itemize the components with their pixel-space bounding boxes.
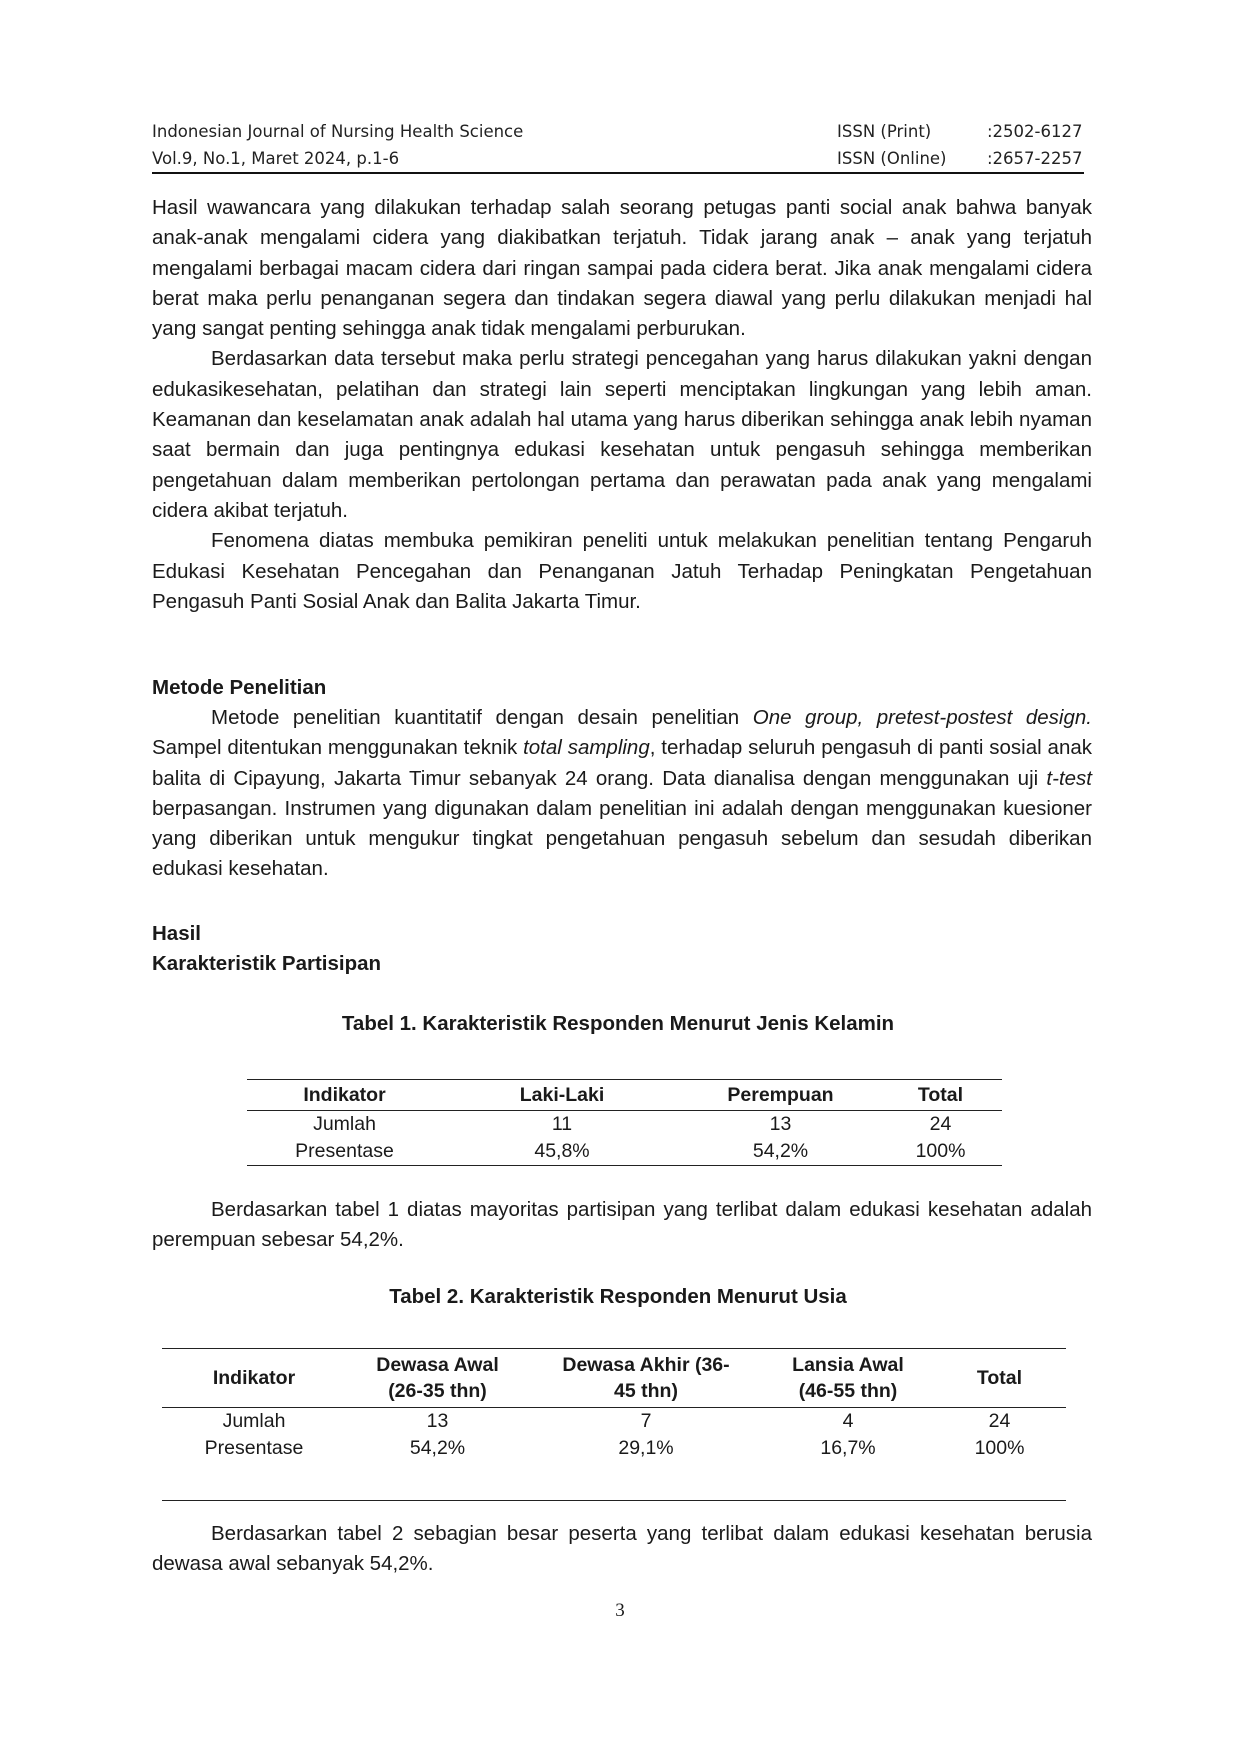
table2-header-cell (162, 1349, 346, 1408)
methods-text-2: Sampel ditentukan menggunakan teknik (152, 736, 524, 760)
table2-cell: 7 (640, 1410, 652, 1432)
methods-sampling-italic: total sampling (523, 736, 650, 760)
table2-header-line: Total (976, 1367, 1023, 1389)
intro-paragraph-2: Berdasarkan data tersebut maka perlu strategi pencegahan yang harus dilakukan yakni dengan edukasikesehatan, pelatihan dan strategi lain seperti menciptakan lingkungan yang lebih aman. Keamanan dan keselamatan anak adalah hal utama yang harus diberikan sehingga anak lebih nyaman saat bermain dan juga pentingnya edukasi kesehatan untuk pengasuh sehingga memberikan pengetahuan dalam memberikan pertolongan pertama dan perawatan pada anak yang mengalami cidera akibat terjatuh. (152, 347, 1092, 522)
table-row (247, 1111, 1002, 1139)
table2-header-line: Dewasa Akhir (36- (562, 1354, 730, 1376)
results-subheading: Karakteristik Partisipan (152, 952, 382, 975)
table2-header-cell (763, 1349, 933, 1408)
table2-header-line: 45 thn) (614, 1380, 678, 1402)
table2-cell: Presentase (204, 1437, 304, 1459)
table2-discussion (152, 1519, 1092, 1580)
table1-cell: 13 (769, 1113, 792, 1135)
table-row (162, 1435, 1066, 1462)
table1-note: Berdasarkan tabel 1 diatas mayoritas partisipan yang terlibat dalam edukasi kesehatan adalah perempuan sebesar 54,2%. (152, 1198, 1092, 1252)
table2-cell: 24 (988, 1410, 1011, 1432)
table2-note: Berdasarkan tabel 2 sebagian besar peserta yang terlibat dalam edukasi kesehatan berusia dewasa awal sebanyak 54,2%. (152, 1522, 1092, 1576)
methods-section (152, 673, 1092, 885)
table-row (247, 1138, 1002, 1166)
table1-discussion (152, 1195, 1092, 1256)
table2-cell: 54,2% (409, 1437, 466, 1459)
table2-header-cell (529, 1349, 763, 1408)
methods-design-italic: One group, pretest-postest design. (752, 706, 1092, 729)
intro-section (152, 193, 1092, 617)
issn-print-value: :2502-6127 (987, 122, 1083, 141)
table1-cell: Presentase (247, 1138, 442, 1166)
intro-paragraph-1: Hasil wawancara yang dilakukan terhadap salah seorang petugas panti social anak bahwa banyak anak-anak mengalami cidera yang diakibatkan terjatuh. Tidak jarang anak – anak yang terjatuh mengalami berbagai macam cidera dari ringan sampai pada cidera berat. Jika anak mengalami cidera berat maka perlu penanganan segera dan tindakan segera diawal yang perlu dilakukan menjadi hal yang sangat penting sehingga anak tidak mengalami perburukan. (152, 196, 1092, 341)
table1-header-cell: Total (879, 1080, 1002, 1111)
journal-title: Indonesian Journal of Nursing Health Science (152, 122, 524, 141)
table1-cell: 24 (929, 1113, 952, 1135)
table2-caption: Tabel 2. Karakteristik Responden Menurut Usia (389, 1285, 847, 1308)
table1-caption: Tabel 1. Karakteristik Responden Menurut Jenis Kelamin (341, 1012, 895, 1035)
table1-cell: 100% (879, 1138, 1002, 1166)
table2 (162, 1348, 1066, 1501)
table2-bottom-rule-row (162, 1462, 1066, 1501)
table2-header-line: Dewasa Awal (376, 1354, 499, 1376)
methods-ttest-italic: t-test (1046, 766, 1092, 790)
table2-header-line: (26-35 thn) (388, 1380, 487, 1402)
issn-print-label: ISSN (Print) (837, 122, 932, 141)
table2-cell: 29,1% (618, 1437, 674, 1459)
methods-text-1: Metode penelitian kuantitatif dengan desain penelitian (211, 706, 753, 729)
methods-text-4: berpasangan. Instrumen yang digunakan dalam penelitian ini adalah dengan menggunakan kuesioner yang diberikan untuk mengukur tingkat pengetahuan pengasuh sebelum dan sesudah diberikan edukasi kesehatan. (152, 796, 1092, 881)
intro-paragraph-3: Fenomena diatas membuka pemikiran peneliti untuk melakukan penelitian tentang Pengaruh Edukasi Kesehatan Pencegahan dan Penanganan Jatuh Terhadap Peningkatan Pengetahuan Pengasuh Panti Sosial Anak dan Balita Jakarta Timur. (152, 529, 1092, 613)
table1 (247, 1079, 1002, 1166)
results-heading: Hasil (152, 922, 201, 945)
table1-cell: 45,8% (442, 1138, 682, 1166)
table2-cell: Jumlah (222, 1410, 286, 1432)
table2-cell: 13 (426, 1410, 449, 1432)
header-divider (152, 172, 1084, 174)
table2-cell: 4 (842, 1410, 854, 1432)
methods-text-3: , terhadap seluruh pengasuh di panti sosial anak balita di Cipayung, Jakarta Timur sebanyak 24 orang. Data dianalisa dengan menggunakan uji (152, 736, 1092, 790)
methods-paragraph (152, 703, 1092, 885)
table1-header-row (247, 1080, 1002, 1111)
table1-cell: 11 (551, 1113, 573, 1135)
table2-header-cell (346, 1349, 529, 1408)
table1-cell: 54,2% (682, 1138, 879, 1166)
table-row (162, 1408, 1066, 1436)
table2-header-line: Indikator (212, 1367, 296, 1389)
journal-volume: Vol.9, No.1, Maret 2024, p.1-6 (152, 149, 400, 168)
table2-header-line: (46-55 thn) (798, 1380, 898, 1402)
table1-header-cell: Perempuan (682, 1080, 879, 1111)
table1-header-cell: Indikator (247, 1080, 442, 1111)
issn-online-label: ISSN (Online) (837, 149, 947, 168)
table2-header-cell (933, 1349, 1066, 1408)
table2-cell: 100% (974, 1437, 1025, 1459)
issn-online-value: :2657-2257 (987, 149, 1083, 168)
table2-header-line: Lansia Awal (792, 1354, 904, 1376)
results-section (152, 919, 1092, 979)
running-header (152, 118, 1084, 172)
methods-heading: Metode Penelitian (152, 676, 327, 699)
table2-spacer-cell (162, 1462, 1066, 1501)
table1-header-cell: Laki-Laki (442, 1080, 682, 1111)
table2-header-row (162, 1349, 1066, 1408)
table2-cell: 16,7% (820, 1437, 876, 1459)
table1-cell: Jumlah (313, 1113, 376, 1135)
page-number: 3 (615, 1600, 625, 1621)
